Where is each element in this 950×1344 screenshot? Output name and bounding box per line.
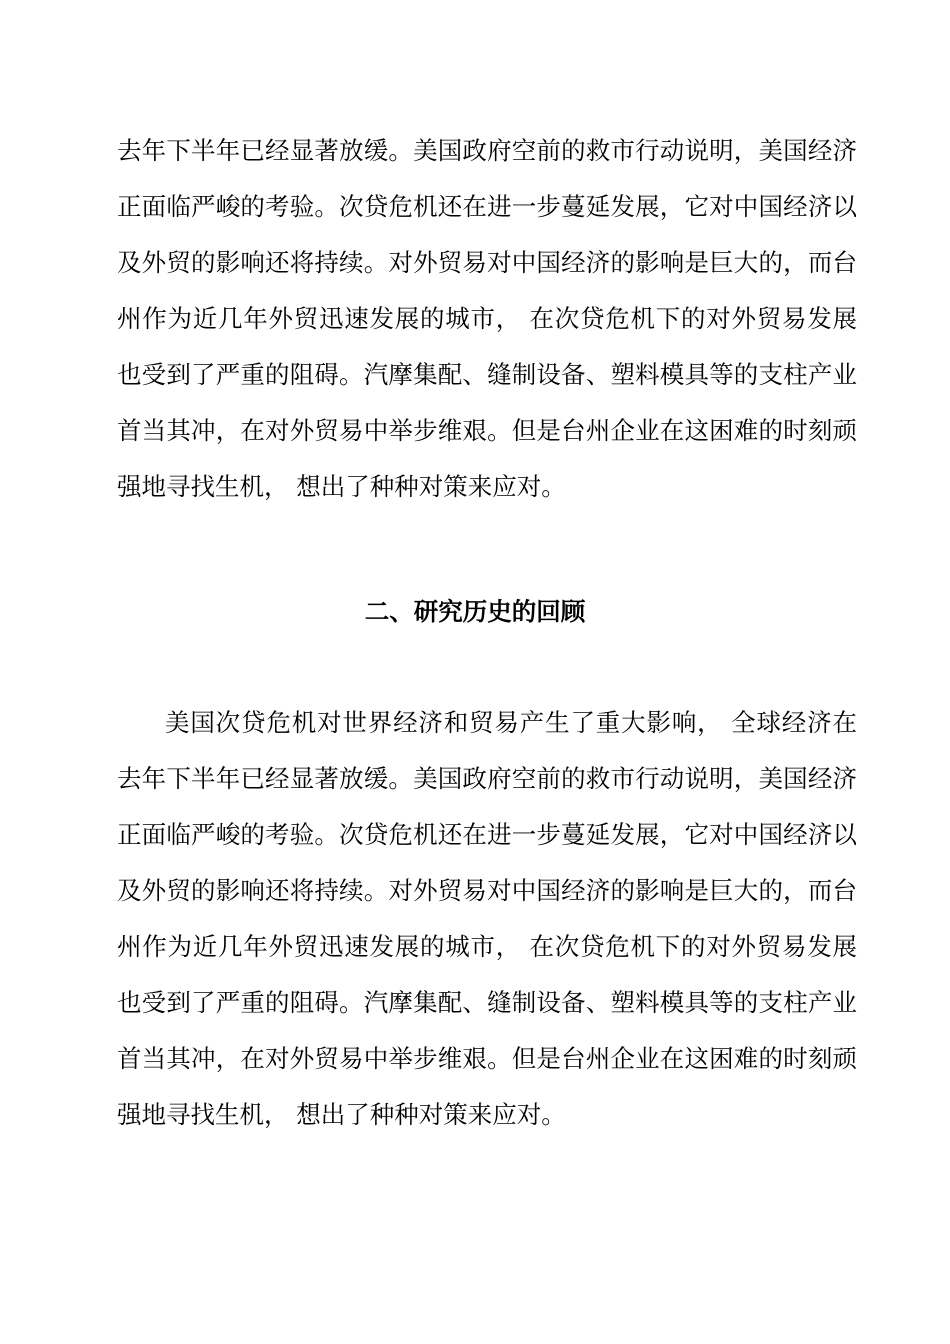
- paragraph-line: 去年下半年已经显著放缓。美国政府空前的救市行动说明，美国经济: [117, 136, 857, 165]
- paragraph-line: 正面临严峻的考验。次贷危机还在进一步蔓延发展，它对中国经济以: [117, 820, 857, 849]
- paragraph-line: 美国次贷危机对世界经济和贸易产生了重大影响， 全球经济在: [165, 708, 857, 737]
- paragraph-line: 也受到了严重的阻碍。汽摩集配、缝制设备、塑料模具等的支柱产业: [117, 360, 857, 389]
- paragraph-line: 首当其冲，在对外贸易中举步维艰。但是台州企业在这困难的时刻顽: [117, 1044, 857, 1073]
- paragraph-line: 正面临严峻的考验。次贷危机还在进一步蔓延发展，它对中国经济以: [117, 192, 857, 221]
- paragraph-line: 州作为近几年外贸迅速发展的城市， 在次贷危机下的对外贸易发展: [117, 304, 857, 333]
- paragraph-line: 州作为近几年外贸迅速发展的城市， 在次贷危机下的对外贸易发展: [117, 932, 857, 961]
- paragraph-line: 首当其冲，在对外贸易中举步维艰。但是台州企业在这困难的时刻顽: [117, 416, 857, 445]
- paragraph-line: 强地寻找生机， 想出了种种对策来应对。: [117, 1100, 566, 1129]
- paragraph-line: 及外贸的影响还将持续。对外贸易对中国经济的影响是巨大的，而台: [117, 876, 857, 905]
- section-heading: 二、研究历史的回顾: [364, 597, 586, 626]
- paragraph-line: 强地寻找生机， 想出了种种对策来应对。: [117, 472, 566, 501]
- paragraph-line: 及外贸的影响还将持续。对外贸易对中国经济的影响是巨大的，而台: [117, 248, 857, 277]
- paragraph-line: 也受到了严重的阻碍。汽摩集配、缝制设备、塑料模具等的支柱产业: [117, 988, 857, 1017]
- paragraph-line: 去年下半年已经显著放缓。美国政府空前的救市行动说明，美国经济: [117, 764, 857, 793]
